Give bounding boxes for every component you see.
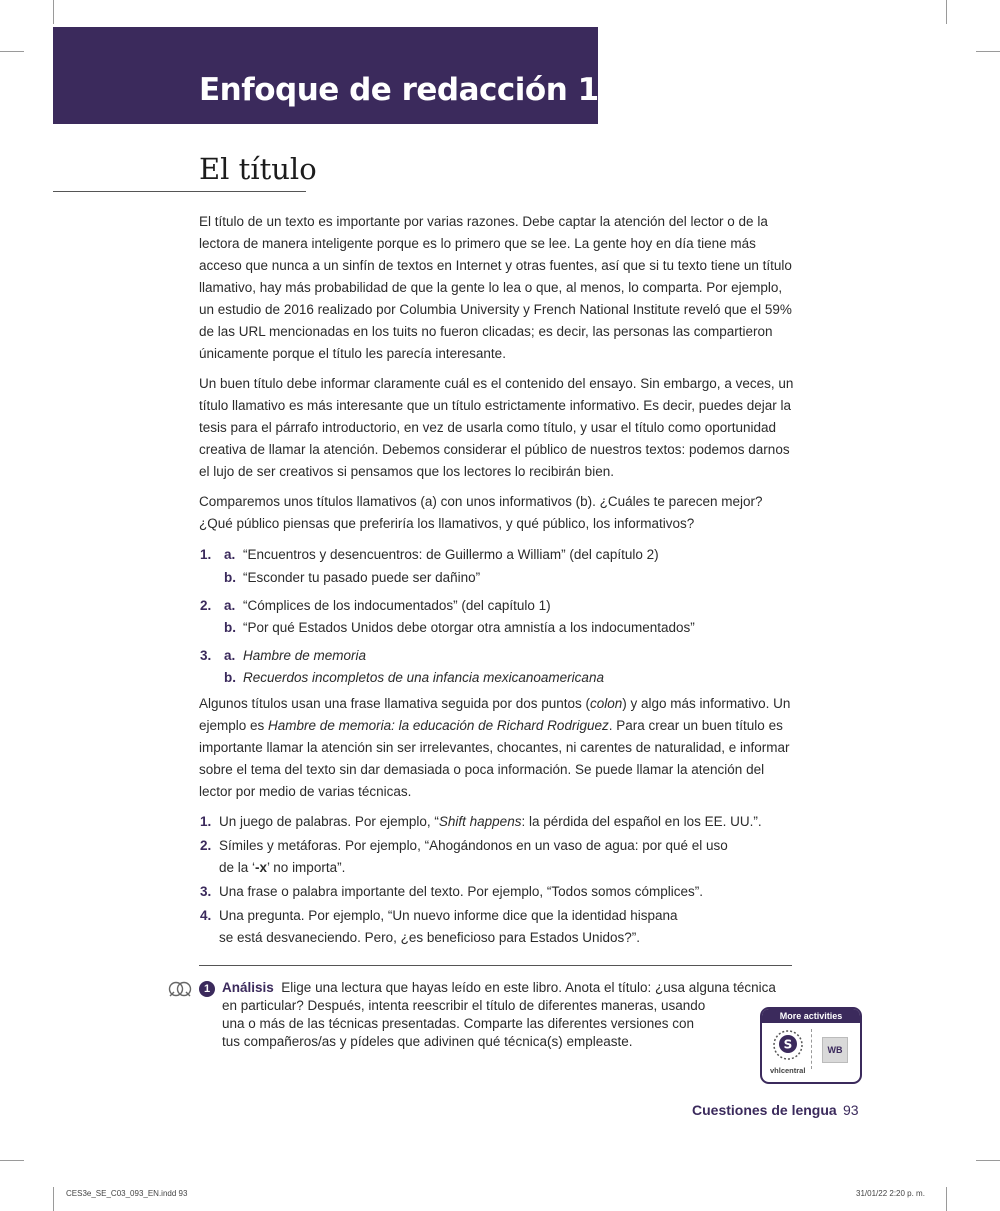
section-title: El título (199, 152, 317, 186)
title-rule (53, 191, 306, 192)
example-number: 3. (200, 648, 212, 663)
banner-title: Enfoque de redacción 1 (199, 72, 599, 108)
paragraph-4-book-title: Hambre de memoria: la educación de Richard Rodriguez (268, 718, 609, 733)
activity-line-2: en particular? Después, intenta reescribir el título de diferentes maneras, usando (222, 998, 706, 1013)
example-b-text: Recuerdos incompletos de una infancia mexicanoamericana (243, 670, 604, 685)
paragraph-1-text: El título de un texto es importante por varias razones. Debe captar la atención del lector o de la lectora de manera inteligente porque es lo primero que se lee. La gente hoy en día tiene más acceso que nunca a un sinfín de textos en Internet y otras fuentes, así que si tu texto tiene un título llamativo, hay más probabilidad de que la gente lo lea o que, al menos, lo comparta. Por ejemplo, un estudio de 2016 realizado por Columbia University y French National Institute reveló que el 59% de las URL mencionadas en los tuits no fueron clicadas; es decir, las personas las compartieron únicamente porque el título les parecía interesante. (199, 214, 792, 361)
crop-mark (53, 0, 54, 24)
workbook-icon[interactable]: WB (822, 1037, 848, 1063)
paragraph-4 (199, 693, 794, 803)
vhlcentral-label: vhlcentral (770, 1066, 806, 1075)
technique-text-pre: Un juego de palabras. Por ejemplo, “ (219, 814, 439, 829)
example-b-label: b. (224, 570, 236, 585)
page-number: 93 (843, 1102, 859, 1118)
technique-line2-post: ’ no importa”. (267, 860, 346, 875)
vhlcentral-letter: S (783, 1037, 793, 1052)
crop-mark (976, 1160, 1000, 1161)
technique-line2-pre: de la ‘ (219, 860, 256, 875)
crop-mark (53, 1187, 54, 1211)
crop-mark (976, 51, 1000, 52)
technique-text-italic: Shift happens (438, 814, 522, 829)
activity-line-3: una o más de las técnicas presentadas. Comparte las diferentes versiones con (222, 1016, 695, 1031)
footer-book-title: Cuestiones de lengua (692, 1102, 837, 1118)
technique-text (219, 811, 762, 833)
activity-line-1 (222, 979, 792, 997)
crop-mark (0, 1160, 24, 1161)
technique-number: 3. (200, 884, 212, 899)
example-b-label: b. (224, 620, 236, 635)
paragraph-1 (199, 211, 794, 365)
example-a-text: “Cómplices de los indocumentados” (del capítulo 1) (243, 598, 551, 613)
example-b-text: “Esconder tu pasado puede ser dañino” (243, 570, 481, 585)
technique-text-line1: Símiles y metáforas. Por ejemplo, “Ahogándonos en un vaso de agua: por qué el uso (219, 838, 728, 853)
slug-file-name: CES3e_SE_C03_093_EN.indd 93 (66, 1189, 188, 1198)
more-activities-box[interactable] (760, 1007, 862, 1084)
example-number: 2. (200, 598, 212, 613)
paragraph-4-colon: colon (590, 696, 623, 711)
slug-date: 31/01/22 2:20 p. m. (856, 1189, 925, 1198)
paragraph-3 (199, 491, 779, 535)
technique-text: Una frase o palabra importante del texto. Por ejemplo, “Todos somos cómplices”. (219, 884, 703, 899)
paragraph-2-text: Un buen título debe informar claramente cuál es el contenido del ensayo. Sin embargo, a veces, un título llamativo es más interesante que un título estrictamente informativo. Es decir, puedes dejar la tesis para el párrafo introductorio, en vez de usarla como título, y usar el título como oportunidad creativa de llamar la atención. Debemos considerar el público de nuestros textos: podemos darnos el lujo de ser creativos si pensamos que los lectores lo recibirán bien. (199, 376, 794, 479)
crop-mark (0, 51, 24, 52)
more-activities-header: More activities (762, 1009, 860, 1023)
example-a-text: Hambre de memoria (243, 648, 367, 663)
activity-number: 1 (199, 981, 215, 997)
technique-text-line2 (219, 857, 345, 879)
technique-number: 2. (200, 838, 212, 853)
example-b-label: b. (224, 670, 236, 685)
paragraph-4-mid: ) y algo más informativo. Un ejemplo es (199, 696, 791, 733)
example-a-label: a. (224, 598, 236, 613)
pair-work-icon (166, 978, 194, 1005)
crop-mark (946, 1187, 947, 1211)
paragraph-4-text (199, 693, 794, 803)
example-b-text: “Por qué Estados Unidos debe otorgar otra amnistía a los indocumentados” (243, 620, 695, 635)
paragraph-4-end: . Para crear un buen título es importante llamar la atención sin ser irrelevantes, chocantes, ni carentes de naturalidad, e informar sobre el tema del texto sin dar demasiada o poca información. Se puede llamar la atención del lector por medio de varias técnicas. (199, 718, 790, 799)
example-a-text: “Encuentros y desencuentros: de Guillermo a William” (del capítulo 2) (243, 547, 659, 562)
technique-text-line2: se está desvaneciendo. Pero, ¿es beneficioso para Estados Unidos?”. (219, 930, 640, 945)
activity-text (222, 979, 792, 1051)
technique-number: 4. (200, 908, 212, 923)
example-a-label: a. (224, 648, 236, 663)
example-a-label: a. (224, 547, 236, 562)
paragraph-3-text: Comparemos unos títulos llamativos (a) con unos informativos (b). ¿Cuáles te parecen mejor? ¿Qué público piensas que preferiría los llamativos, y qué público, los informativos? (199, 494, 763, 531)
activity-rule (199, 965, 792, 966)
crop-mark (946, 0, 947, 24)
example-number: 1. (200, 547, 212, 562)
activity-line-1-text: Elige una lectura que hayas leído en este libro. Anota el título: ¿usa alguna técnica (281, 980, 776, 995)
technique-text-post: : la pérdida del español en los EE. UU.”. (521, 814, 762, 829)
technique-line2-bold: -x (255, 860, 268, 875)
technique-text-line1: Una pregunta. Por ejemplo, “Un nuevo informe dice que la identidad hispana (219, 908, 678, 923)
activity-line-4: tus compañeros/as y pídeles que adivinen qué técnica(s) empleaste. (222, 1034, 633, 1049)
vhlcentral-logo-icon (772, 1029, 804, 1066)
box-separator (811, 1029, 812, 1069)
activity-label: Análisis (222, 980, 274, 995)
paragraph-2 (199, 373, 794, 483)
paragraph-4-start: Algunos títulos usan una frase llamativa seguida por dos puntos ( (199, 696, 590, 711)
technique-number: 1. (200, 814, 212, 829)
